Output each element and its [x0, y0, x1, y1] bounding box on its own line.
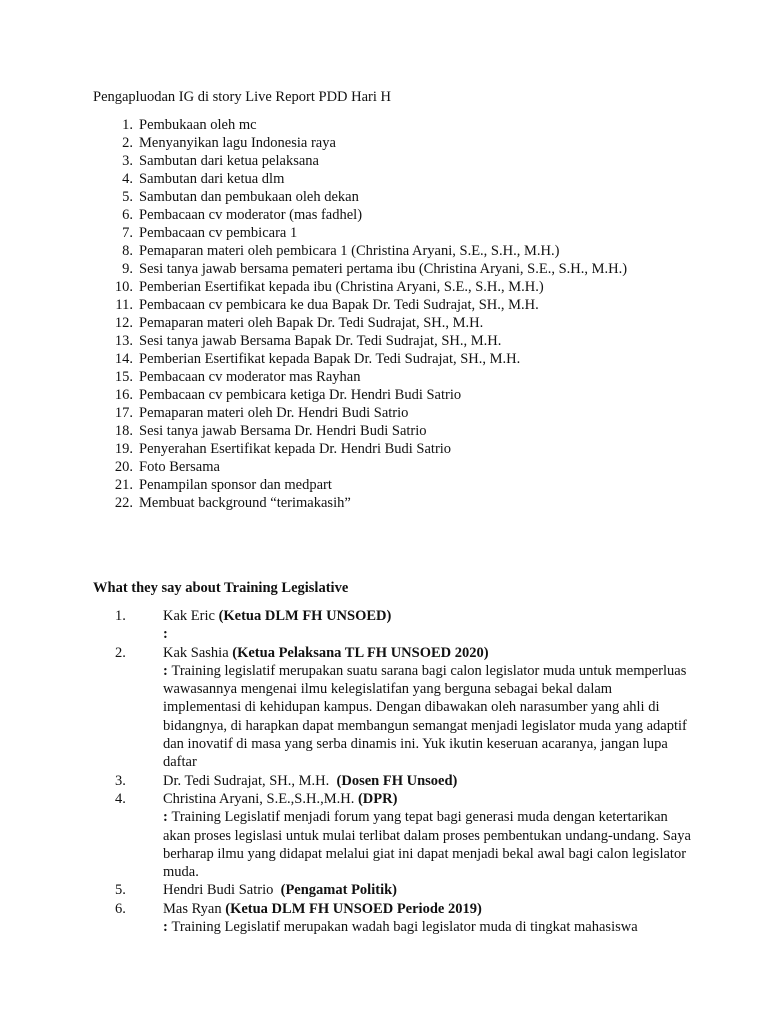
list-item-number: 6. [122, 207, 133, 223]
testimonial-item [93, 900, 693, 937]
list-item [93, 152, 627, 170]
list-item-text: Pemberian Esertifikat kepada ibu (Christina Aryani, S.E., S.H., M.H.) [139, 279, 544, 295]
list-item [93, 134, 627, 152]
list-item-text: Pembukaan oleh mc [139, 117, 257, 133]
list-item-text: Sesi tanya jawab bersama pemateri pertama ibu (Christina Aryani, S.E., S.H., M.H.) [139, 261, 628, 277]
list-item-text: Sesi tanya jawab Bersama Bapak Dr. Tedi Sudrajat, SH., M.H. [139, 333, 502, 349]
testimonial-colon: : [163, 662, 172, 679]
testimonial-role: (Pengamat Politik) [280, 882, 397, 899]
list-item-text: Penyerahan Esertifikat kepada Dr. Hendri Budi Satrio [139, 441, 452, 457]
list-item-number: 16. [114, 387, 133, 403]
testimonials-list [93, 607, 693, 936]
list-item-text: Pemaparan materi oleh pembicara 1 (Christina Aryani, S.E., S.H., M.H.) [139, 243, 560, 259]
testimonial-role: (Ketua Pelaksana TL FH UNSOED 2020) [232, 644, 489, 661]
list-item [93, 206, 627, 224]
list-item-text: Pembacaan cv moderator (mas fadhel) [139, 207, 363, 223]
testimonial-item [93, 644, 693, 772]
list-item-text: Sesi tanya jawab Bersama Dr. Hendri Budi Satrio [139, 423, 427, 439]
list-item [93, 170, 627, 188]
testimonial-name: Hendri Budi Satrio [163, 882, 281, 899]
testimonial-quote: Training Legislatif merupakan wadah bagi legislator muda di tingkat mahasiswa [171, 919, 638, 936]
list-item [93, 350, 627, 368]
list-item-number: 8. [122, 243, 133, 259]
testimonial-name: Kak Eric [163, 608, 219, 624]
list-item [93, 314, 627, 332]
list-item-number: 19. [114, 441, 133, 457]
testimonial-number: 2. [115, 644, 126, 661]
list-item [93, 332, 627, 350]
list-item [93, 440, 627, 458]
list-item-text: Pembacaan cv pembicara ke dua Bapak Dr. Tedi Sudrajat, SH., M.H. [139, 297, 539, 313]
list-item-text: Pemberian Esertifikat kepada Bapak Dr. Tedi Sudrajat, SH., M.H. [139, 351, 521, 367]
list-item [93, 296, 627, 314]
testimonial-number: 5. [115, 882, 126, 899]
list-item-text: Sambutan dari ketua pelaksana [139, 153, 319, 169]
testimonial-number: 6. [115, 900, 126, 917]
testimonial-role: (Ketua DLM FH UNSOED Periode 2019) [225, 900, 482, 917]
list-item-number: 18. [114, 423, 133, 439]
list-item-text: Pembacaan cv moderator mas Rayhan [139, 369, 361, 385]
testimonial-name: Christina Aryani, S.E.,S.H.,M.H. [163, 790, 358, 807]
testimonial-name: Mas Ryan [163, 900, 226, 917]
testimonial-name: Dr. Tedi Sudrajat, SH., M.H. [163, 772, 337, 789]
list-item [93, 404, 627, 422]
list-item [93, 422, 627, 440]
list-item-number: 11. [115, 297, 133, 313]
list-item [93, 278, 627, 296]
list-item-text: Sambutan dari ketua dlm [139, 171, 285, 187]
list-item-number: 5. [122, 189, 133, 205]
testimonial-item [93, 607, 693, 644]
list-item [93, 386, 627, 404]
list-item-number: 15. [114, 369, 133, 385]
testimonial-item [93, 881, 693, 899]
testimonial-item [93, 772, 693, 790]
testimonial-colon: : [163, 809, 172, 826]
testimonial-item [93, 790, 693, 881]
list-item-number: 21. [114, 477, 133, 493]
list-item-number: 3. [122, 153, 133, 169]
list-item-number: 4. [122, 171, 133, 187]
list-item-number: 1. [122, 117, 133, 133]
list-item [93, 116, 627, 134]
testimonial-colon: : [163, 626, 168, 643]
testimonial-role: (Dosen FH Unsoed) [336, 772, 458, 789]
list-item-text: Pemaparan materi oleh Bapak Dr. Tedi Sudrajat, SH., M.H. [139, 315, 484, 331]
list-item-number: 2. [122, 135, 133, 151]
list-item-number: 14. [114, 351, 133, 367]
list-item [93, 494, 627, 512]
list-item-number: 13. [114, 333, 133, 349]
list-item-text: Sambutan dan pembukaan oleh dekan [139, 189, 359, 205]
list-item [93, 188, 627, 206]
list-item [93, 368, 627, 386]
testimonial-colon: : [163, 919, 172, 936]
list-item [93, 458, 627, 476]
list-item [93, 476, 627, 494]
testimonial-role: (Ketua DLM FH UNSOED) [218, 608, 392, 624]
list-item [93, 260, 627, 278]
list-item-text: Pembacaan cv pembicara ketiga Dr. Hendri Budi Satrio [139, 387, 462, 403]
testimonial-name: Kak Sashia [163, 644, 233, 661]
testimonial-number: 3. [115, 772, 126, 789]
list-item-text: Penampilan sponsor dan medpart [139, 477, 332, 493]
list-item-text: Menyanyikan lagu Indonesia raya [139, 135, 336, 151]
list-item-number: 22. [114, 495, 133, 511]
testimonial-quote: Training Legislatif menjadi forum yang tepat bagi generasi muda dengan ketertarikan akan proses legislasi untuk mulai terlibat dalam proses pembentukan undang-undang. Saya berharap ilmu yang didapat melalui giat ini dapat menjadi bekal awal bagi calon legislator muda. [163, 809, 691, 881]
page-title: Pengapluodan IG di story Live Report PDD Hari H [93, 89, 392, 105]
testimonial-quote: Training legislatif merupakan suatu sarana bagi calon legislator muda untuk memperluas wawasannya mengenai ilmu kelegislatifan yang berguna sebagai bekal dalam implementasi di kehidupan kampus. Dengan dibawakan oleh narasumber yang ahli di bidangnya, di harapkan dapat membangun semangat menjadi legislator muda yang adaptif dan inovatif di masa yang serba dinamis ini. Yuk ikutin keseruan acaranya, jangan lupa daftar [163, 662, 687, 771]
testimonial-number: 1. [115, 608, 126, 624]
testimonial-number: 4. [115, 790, 126, 807]
list-item [93, 224, 627, 242]
list-item-text: Pembacaan cv pembicara 1 [139, 225, 298, 241]
list-item-number: 7. [122, 225, 133, 241]
testimonial-role: (DPR) [357, 790, 398, 807]
list-item-text: Pemaparan materi oleh Dr. Hendri Budi Satrio [139, 405, 409, 421]
list-item-number: 10. [114, 279, 133, 295]
list-item-number: 12. [114, 315, 133, 331]
agenda-list [93, 116, 627, 512]
list-item-text: Foto Bersama [139, 459, 220, 475]
list-item-number: 9. [122, 261, 133, 277]
testimonials-heading: What they say about Training Legislative [93, 580, 349, 596]
list-item-number: 20. [114, 459, 133, 475]
list-item [93, 242, 627, 260]
list-item-number: 17. [114, 405, 133, 421]
list-item-text: Membuat background “terimakasih” [139, 495, 351, 511]
